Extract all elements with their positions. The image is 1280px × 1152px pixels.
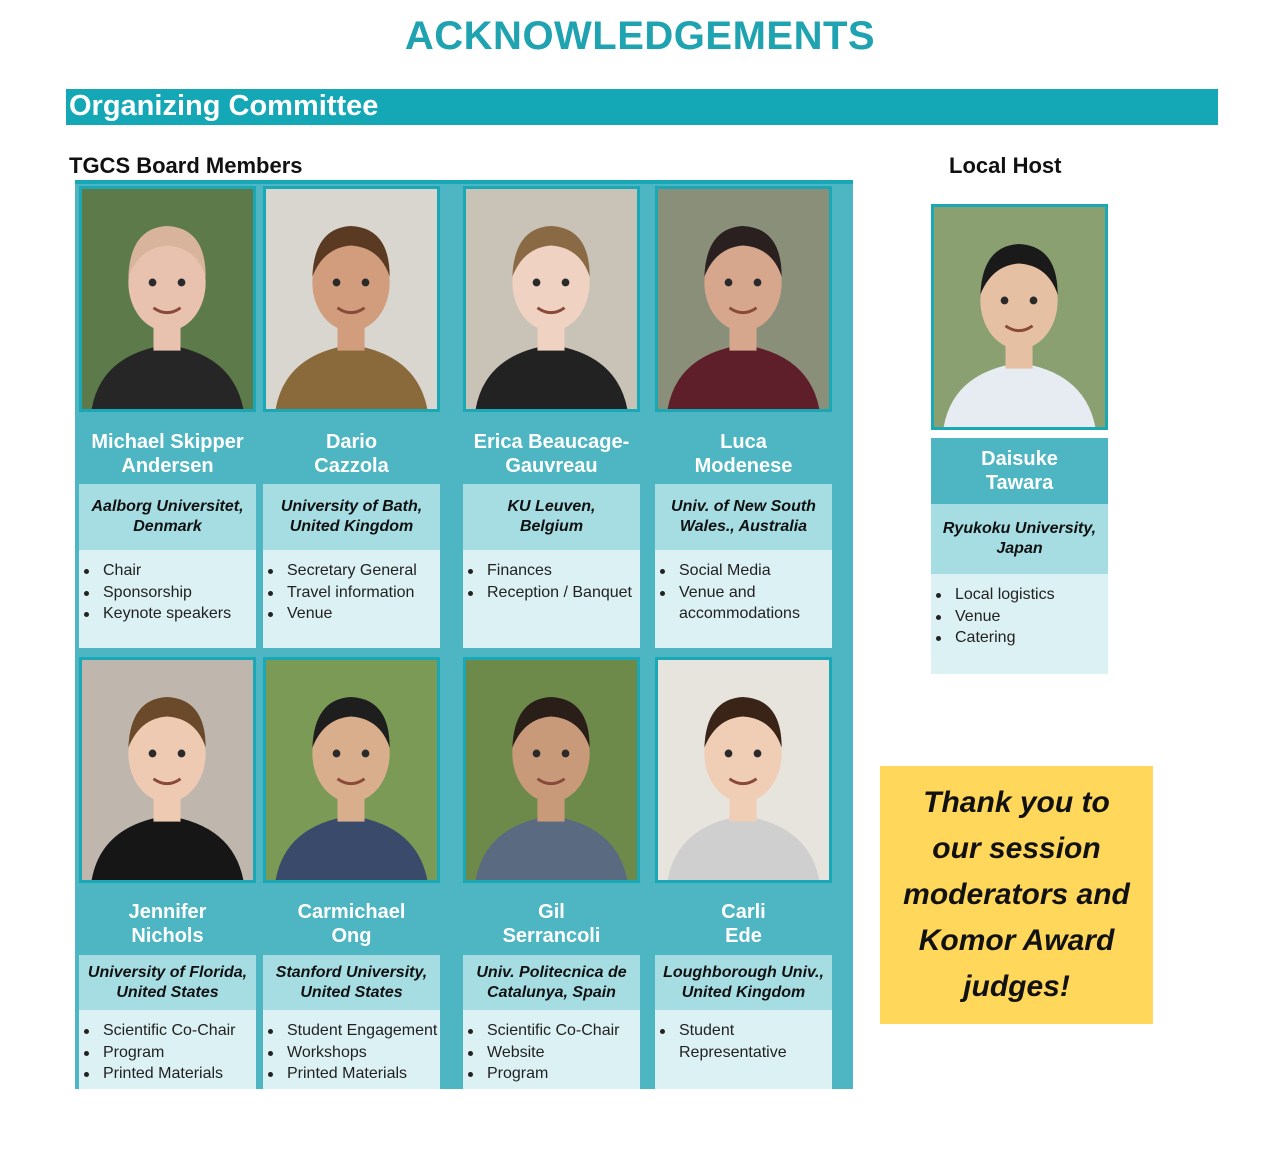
board-members-label: TGCS Board Members — [69, 153, 303, 178]
member-name: Daisuke Tawara — [931, 438, 1108, 504]
member-roles — [79, 550, 256, 648]
member-photo — [79, 186, 256, 412]
role-item: Scientific Co-Chair — [467, 1020, 640, 1042]
member-name: Luca Modenese — [655, 424, 832, 484]
member-roles — [263, 550, 440, 648]
member-photo — [463, 186, 640, 412]
role-item: Sponsorship — [83, 582, 256, 604]
role-item: Keynote speakers — [83, 603, 256, 625]
member-photo — [655, 186, 832, 412]
member-affiliation: Stanford University, United States — [263, 955, 440, 1010]
member-photo — [79, 657, 256, 883]
role-item: Student Engagement — [267, 1020, 440, 1042]
role-item: Travel information — [267, 582, 440, 604]
member-photo — [931, 204, 1108, 430]
role-item: Chair — [83, 560, 256, 582]
section-title: Organizing Committee — [69, 90, 379, 122]
role-item: Social Media — [659, 560, 832, 582]
member-affiliation: Ryukoku University, Japan — [931, 504, 1108, 574]
member-affiliation: Univ. Politecnica de Catalunya, Spain — [463, 955, 640, 1010]
role-item: Program — [83, 1042, 256, 1064]
member-roles — [79, 1010, 256, 1089]
member-name: Jennifer Nichols — [79, 893, 256, 955]
member-roles — [931, 574, 1108, 674]
role-item: Secretary General — [267, 560, 440, 582]
member-photo — [263, 186, 440, 412]
member-name: Erica Beaucage- Gauvreau — [463, 424, 640, 484]
role-item: Website — [467, 1042, 640, 1064]
member-name: Gil Serrancoli — [463, 893, 640, 955]
role-item: Printed Materials — [83, 1063, 256, 1085]
local-host-label: Local Host — [949, 153, 1062, 178]
role-item: Reception / Banquet — [467, 582, 640, 604]
member-roles — [463, 550, 640, 648]
role-item: Printed Materials — [267, 1063, 440, 1085]
page-title: ACKNOWLEDGEMENTS — [404, 14, 876, 58]
member-name: Carli Ede — [655, 893, 832, 955]
thanks-text: Thank you to our session moderators and Komor Award judges! — [903, 786, 1130, 1003]
member-roles — [655, 550, 832, 648]
role-item: Local logistics — [935, 584, 1108, 606]
role-item: Workshops — [267, 1042, 440, 1064]
role-item: Program — [467, 1063, 640, 1085]
member-roles — [263, 1010, 440, 1089]
member-affiliation: University of Bath, United Kingdom — [263, 484, 440, 550]
member-affiliation: Univ. of New South Wales., Australia — [655, 484, 832, 550]
member-affiliation: University of Florida, United States — [79, 955, 256, 1010]
section-header-bar — [66, 89, 1218, 125]
role-item: Catering — [935, 627, 1108, 649]
role-item: Scientific Co-Chair — [83, 1020, 256, 1042]
role-item: Finances — [467, 560, 640, 582]
role-item: Student Representative — [659, 1020, 832, 1063]
member-name: Carmichael Ong — [263, 893, 440, 955]
role-item: Venue — [267, 603, 440, 625]
member-affiliation: Loughborough Univ., United Kingdom — [655, 955, 832, 1010]
member-affiliation: Aalborg Universitet, Denmark — [79, 484, 256, 550]
member-roles — [463, 1010, 640, 1089]
member-roles — [655, 1010, 832, 1089]
role-item: Venue — [935, 606, 1108, 628]
member-photo — [655, 657, 832, 883]
member-name: Dario Cazzola — [263, 424, 440, 484]
member-photo — [263, 657, 440, 883]
member-photo — [463, 657, 640, 883]
role-item: Venue and accommodations — [659, 582, 832, 625]
member-affiliation: KU Leuven, Belgium — [463, 484, 640, 550]
member-name: Michael Skipper Andersen — [79, 424, 256, 484]
thanks-box — [880, 766, 1153, 1024]
